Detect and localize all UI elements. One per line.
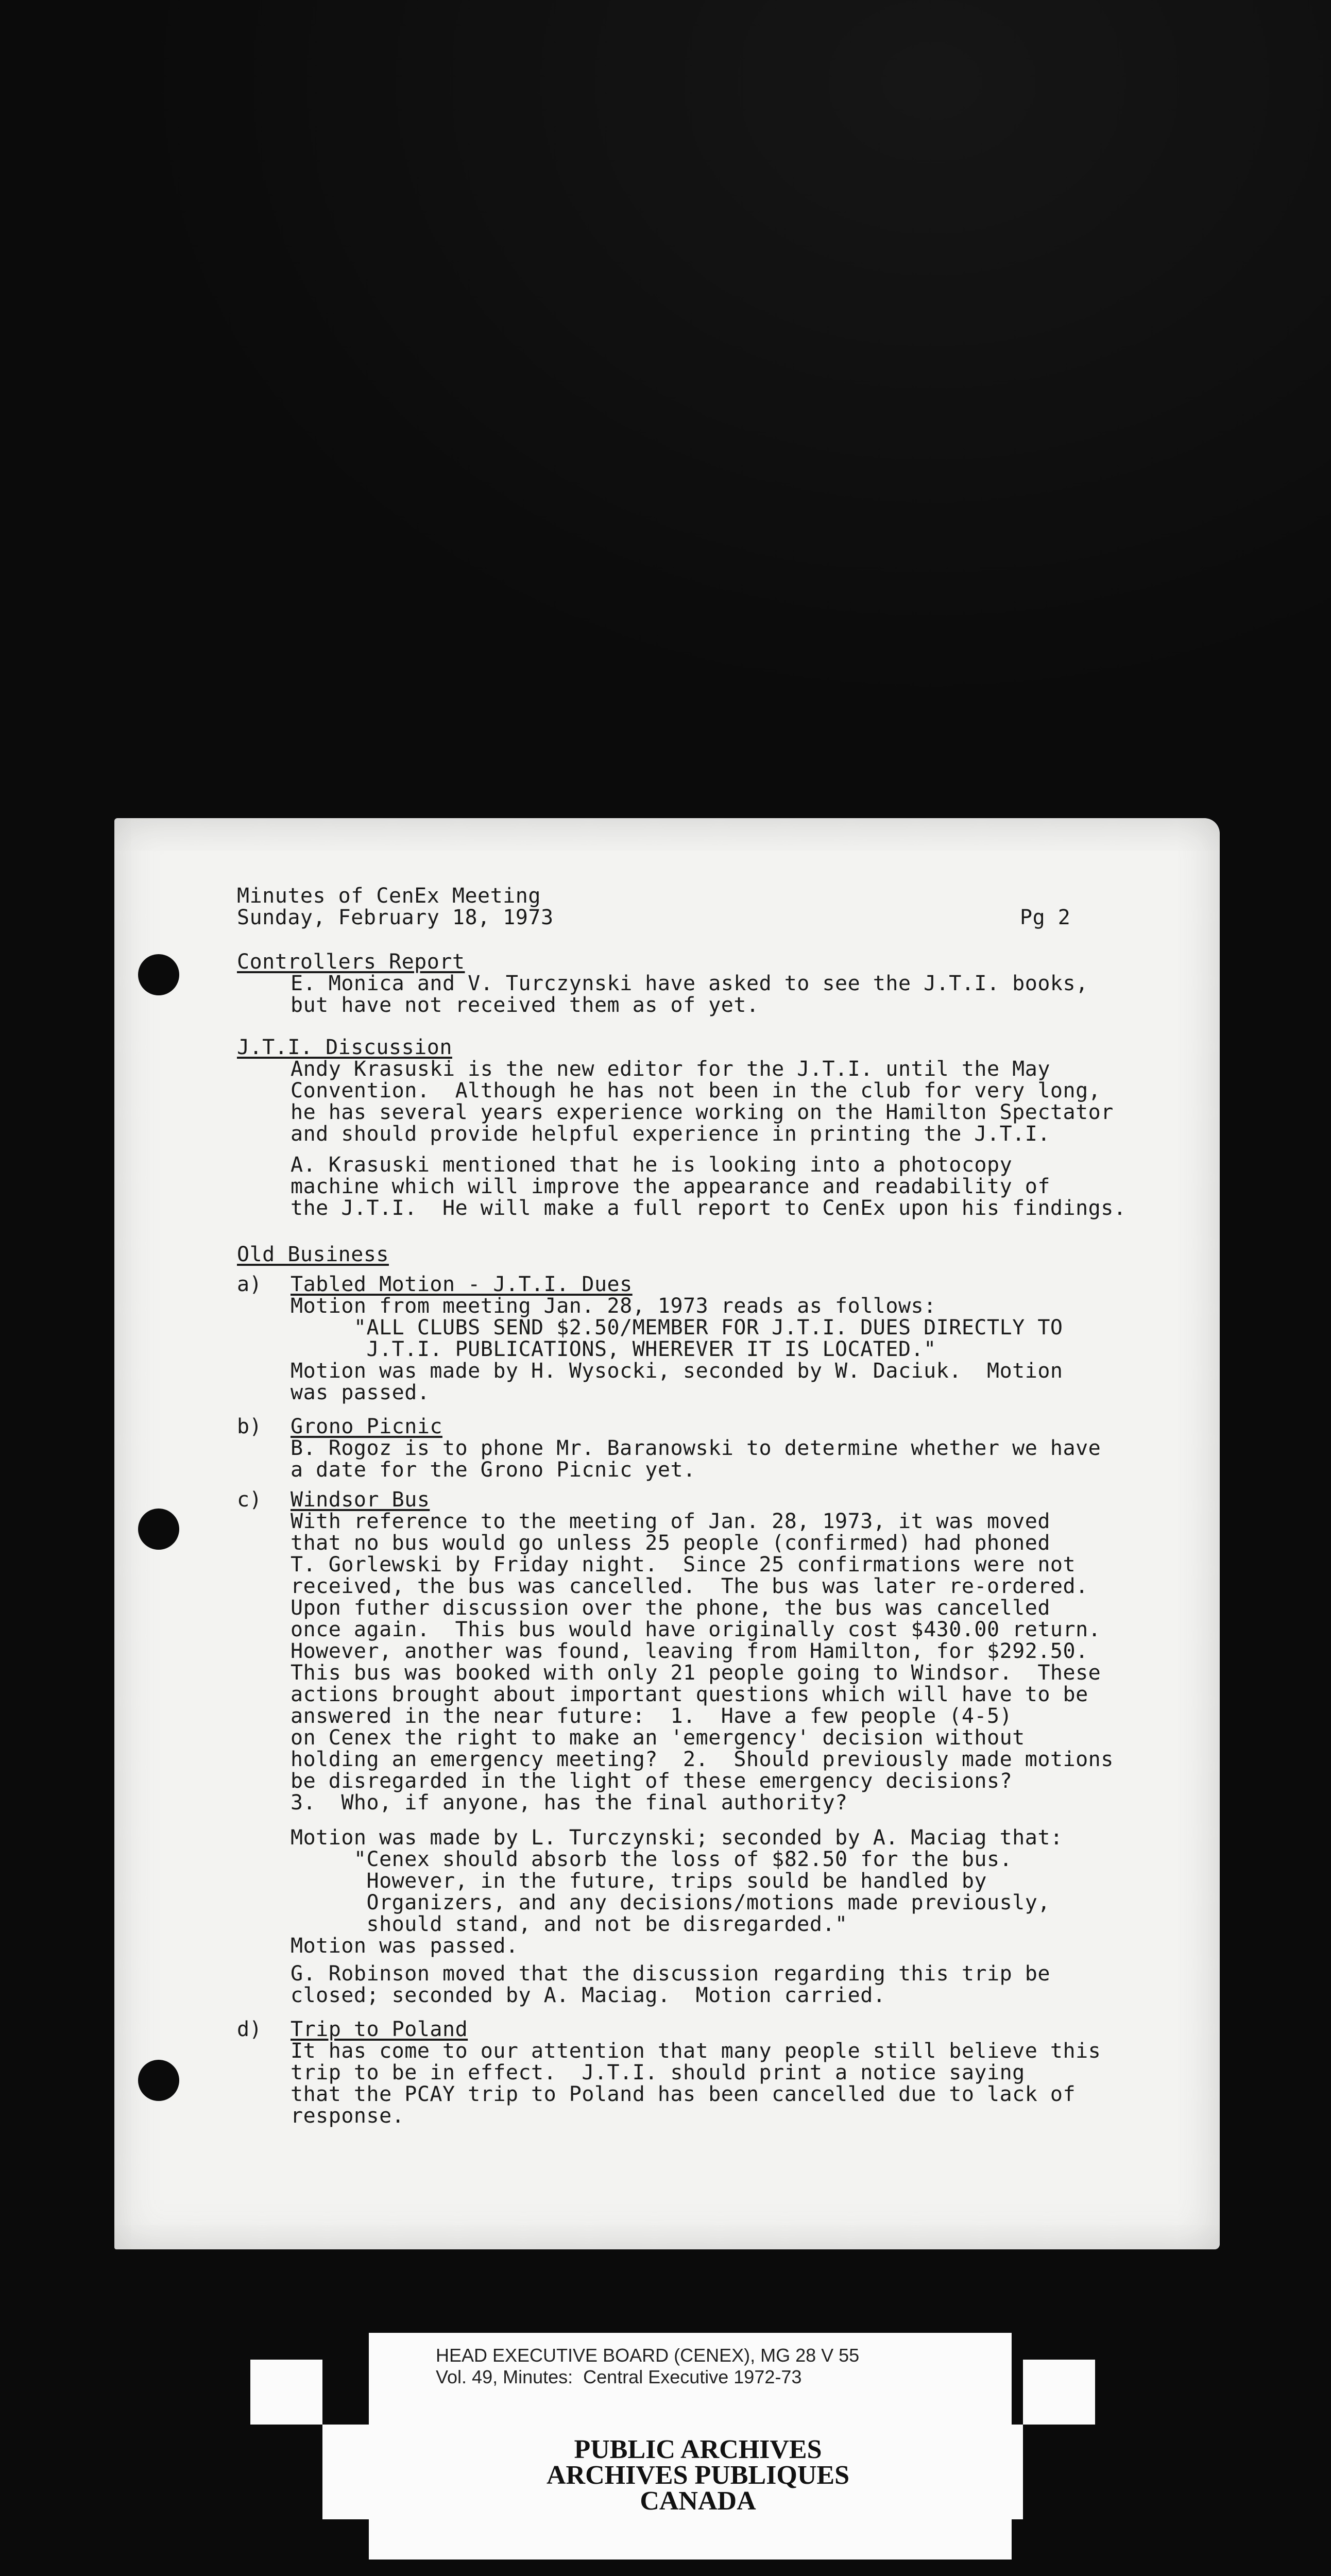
stamp-title-country: CANADA: [640, 2486, 756, 2516]
item-c-motion: Motion was made by L. Turczynski; seconded by A. Maciag that: "Cenex should absorb the loss of $82.50 for the bus. However, in the future, trips sould be handled by Organizers, and any decisions/motions made previously, should stand, and not be disregarded." Motion was passed.: [291, 1826, 1063, 1958]
jti-discussion-para1: Andy Krasuski is the new editor for the J.T.I. until the May Convention. Although he has not been in the club for very long, he has several years experience working on the Hamilton Spectator and should provide helpful experience in printing the J.T.I.: [291, 1057, 1114, 1146]
document-page: [114, 818, 1220, 2249]
item-c-body: With reference to the meeting of Jan. 28, 1973, it was moved that no bus would go unless 25 people (confirmed) had phoned T. Gorlewski by Friday night. Since 25 confirmations were not received, the bus was cancelled. The bus was later re-ordered. Upon futher discussion over the phone, the bus was cancelled once again. This bus would have originally cost $430.00 return. However, another was found, leaving from Hamilton, for $292.50. This bus was booked with only 21 people going to Windsor. These actions brought about important questions which will have to be answered in the near future: 1. Have a few people (4-5) on Cenex the right to make an 'emergency' decision without holding an emergency meeting? 2. Should previously made motions be disregarded in the light of these emergency decisions? 3. Who, if anyone, has the final authority?: [291, 1510, 1114, 1815]
punch-hole-top: [138, 954, 179, 995]
stamp-reference-line2: Vol. 49, Minutes: Central Executive 1972-73: [436, 2366, 802, 2387]
item-b-label: b): [237, 1415, 262, 1438]
punch-hole-middle: [138, 1509, 179, 1550]
item-a-label: a): [237, 1273, 262, 1296]
stamp-gap-right: [1012, 2360, 1023, 2425]
item-a-title: Tabled Motion - J.T.I. Dues: [291, 1273, 633, 1296]
dark-film-background: [0, 0, 1331, 814]
stamp-gap-left: [322, 2360, 369, 2425]
stamp-notch-left: [250, 2425, 322, 2519]
stamp-title-english: PUBLIC ARCHIVES: [574, 2435, 822, 2464]
item-c-label: c): [237, 1488, 262, 1512]
item-d-body: It has come to our attention that many people still believe this trip to be in effect. J.T.I. should print a notice saying that the PCAY trip to Poland has been cancelled due to lack of response.: [291, 2039, 1101, 2128]
item-c-title: Windsor Bus: [291, 1488, 430, 1512]
header-title: Minutes of CenEx Meeting: [237, 884, 541, 908]
punch-hole-bottom: [138, 2060, 179, 2101]
item-c-closing: G. Robinson moved that the discussion regarding this trip be closed; seconded by A. Maciag. Motion carried.: [291, 1962, 1050, 2007]
item-b-body: B. Rogoz is to phone Mr. Baranowski to determine whether we have a date for the Grono Picnic yet.: [291, 1436, 1101, 1482]
item-b-title: Grono Picnic: [291, 1415, 442, 1438]
controllers-report-body: E. Monica and V. Turczynski have asked to see the J.T.I. books, but have not received them as of yet.: [291, 972, 1088, 1017]
item-d-label: d): [237, 2018, 262, 2041]
controllers-report-heading: Controllers Report: [237, 950, 465, 974]
stamp-reference-line1: HEAD EXECUTIVE BOARD (CENEX), MG 28 V 55: [436, 2345, 860, 2366]
old-business-heading: Old Business: [237, 1243, 389, 1266]
jti-discussion-heading: J.T.I. Discussion: [237, 1036, 452, 1059]
item-a-body: Motion from meeting Jan. 28, 1973 reads as follows: "ALL CLUBS SEND $2.50/MEMBER FOR J.T.I. DUES DIRECTLY TO J.T.I. PUBLICATIONS, WHEREVER IT IS LOCATED." Motion was made by H. Wysocki, seconded by W. Daciuk. Motion was passed.: [291, 1294, 1063, 1404]
page-number: Pg 2: [1020, 906, 1071, 929]
header-date: Sunday, February 18, 1973: [237, 906, 554, 929]
item-d-title: Trip to Poland: [291, 2018, 468, 2041]
jti-discussion-para2: A. Krasuski mentioned that he is looking into a photocopy machine which will improve the appearance and readability of the J.T.I. He will make a full report to CenEx upon his findings.: [291, 1153, 1127, 1220]
stamp-title-french: ARCHIVES PUBLIQUES: [546, 2461, 850, 2490]
stamp-notch-right: [1023, 2425, 1095, 2519]
